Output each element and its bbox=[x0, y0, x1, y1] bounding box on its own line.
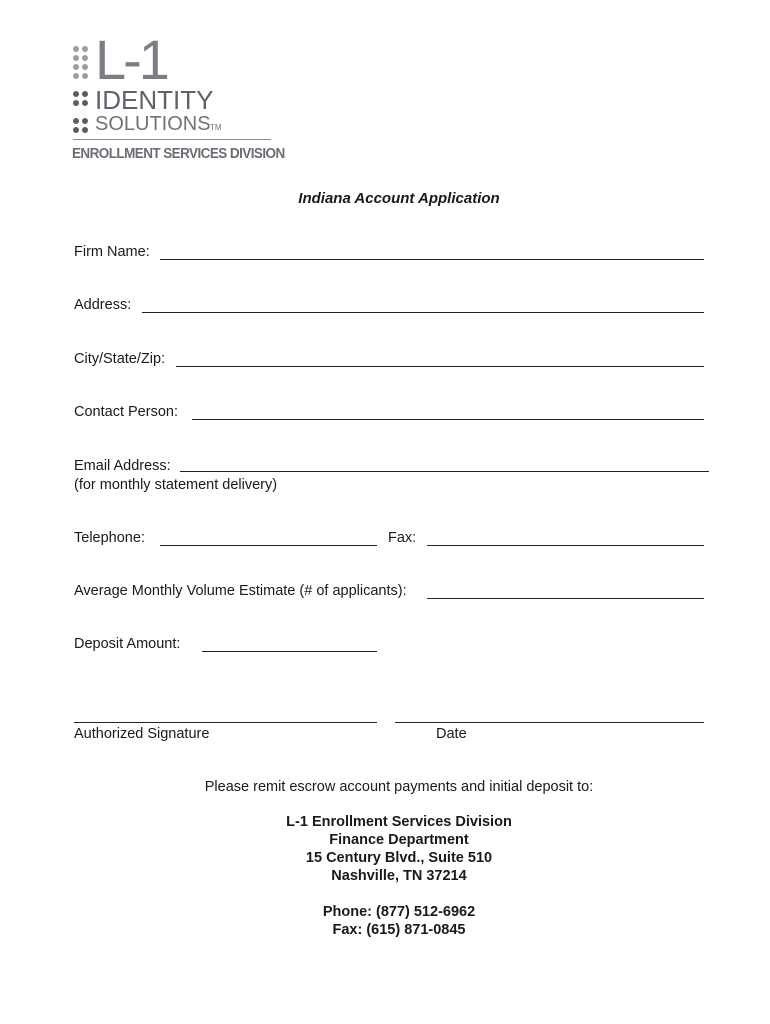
remit-dept: Finance Department bbox=[329, 832, 469, 848]
remit-street: 15 Century Blvd., Suite 510 bbox=[305, 850, 493, 866]
fax-field[interactable] bbox=[427, 545, 704, 546]
date-label: Date bbox=[436, 726, 467, 742]
remit-city: Nashville, TN 37214 bbox=[331, 868, 467, 884]
city-state-zip-field[interactable] bbox=[176, 366, 704, 367]
date-field[interactable] bbox=[395, 722, 704, 723]
deposit-label: Deposit Amount: bbox=[74, 636, 181, 652]
logo-divider bbox=[73, 139, 271, 140]
email-label: Email Address: bbox=[74, 458, 171, 474]
contact-person-label: Contact Person: bbox=[74, 404, 178, 420]
address-field[interactable] bbox=[142, 312, 704, 313]
email-note: (for monthly statement delivery) bbox=[74, 477, 278, 493]
city-state-zip-label: City/State/Zip: bbox=[74, 351, 166, 367]
deposit-field[interactable] bbox=[202, 651, 377, 652]
remit-fax: Fax: (615) 871-0845 bbox=[332, 922, 466, 938]
signature-field[interactable] bbox=[74, 722, 377, 723]
logo-mark: L-1 bbox=[95, 28, 167, 91]
remit-intro: Please remit escrow account payments and initial deposit to: bbox=[204, 779, 594, 795]
remit-org: L-1 Enrollment Services Division bbox=[286, 814, 512, 830]
volume-field[interactable] bbox=[427, 598, 704, 599]
logo-line2: SOLUTIONS bbox=[95, 113, 211, 135]
volume-label: Average Monthly Volume Estimate (# of applicants): bbox=[74, 583, 407, 599]
address-label: Address: bbox=[74, 297, 132, 313]
logo-trademark: TM bbox=[210, 123, 222, 132]
signature-label: Authorized Signature bbox=[74, 726, 210, 742]
remit-phone: Phone: (877) 512-6962 bbox=[322, 904, 476, 920]
contact-person-field[interactable] bbox=[192, 419, 704, 420]
logo-division: ENROLLMENT SERVICES DIVISION bbox=[72, 146, 285, 162]
firm-name-label: Firm Name: bbox=[74, 244, 150, 260]
logo-line1: IDENTITY bbox=[95, 85, 214, 115]
fax-label: Fax: bbox=[388, 530, 417, 546]
telephone-label: Telephone: bbox=[74, 530, 145, 546]
form-title: Indiana Account Application bbox=[298, 190, 500, 207]
firm-name-field[interactable] bbox=[160, 259, 704, 260]
telephone-field[interactable] bbox=[160, 545, 377, 546]
email-field[interactable] bbox=[180, 471, 709, 472]
